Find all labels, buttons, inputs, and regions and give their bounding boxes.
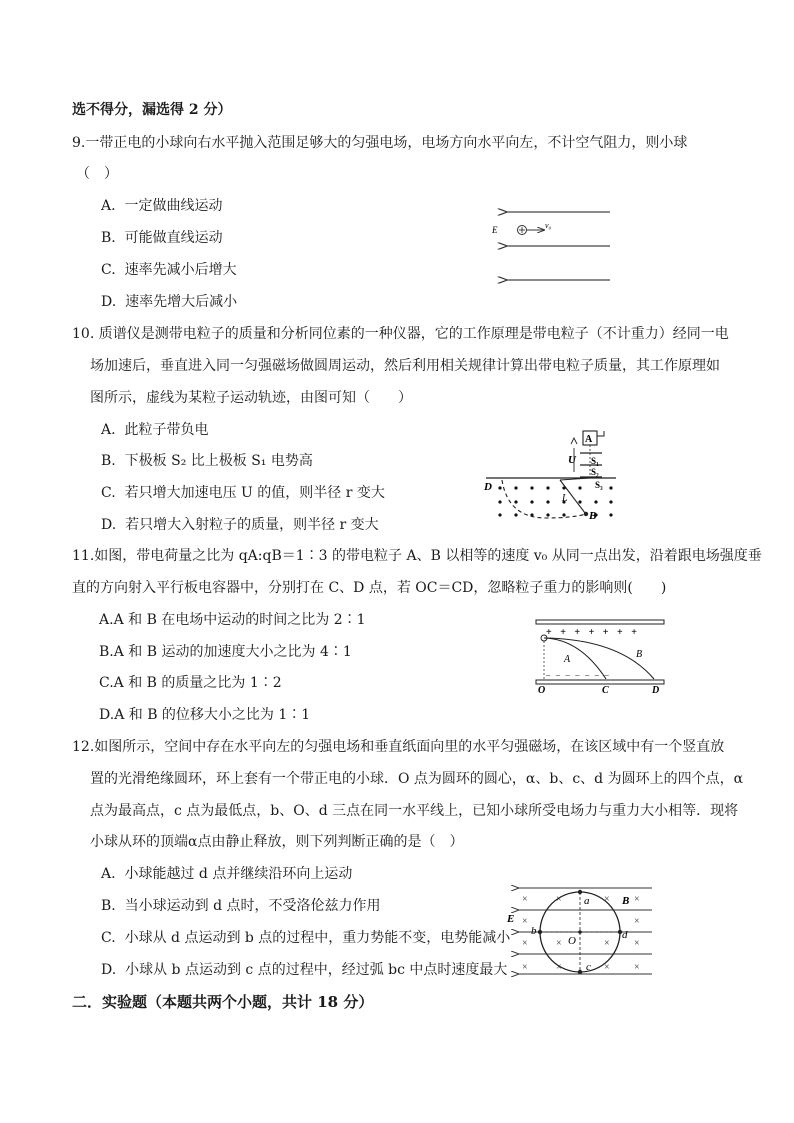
label-s3: S₃ [595,480,603,490]
label-b-field: B [622,895,630,907]
svg-text:×: × [522,916,528,927]
q10-option-d[interactable]: D. 若只增大入射粒子的质量，则半径 r 变大 [101,517,379,533]
svg-text:×: × [522,894,528,905]
svg-text:×: × [634,894,640,905]
header-note: 选不得分，漏选得 2 分） [72,102,232,118]
particle-trajectory [502,480,586,518]
svg-text:×: × [604,894,610,905]
point-a-dot [578,890,582,894]
minus-signs: ─ ─ ─ ─ ─ ─ ─ [546,673,611,679]
center-dot [578,930,582,934]
q9-option-b[interactable]: B. 可能做直线运动 [101,230,223,246]
q12-stem-line-3: 点为最高点，c 点为最低点，b、O、d 三点在同一水平线上，已知小球所受电场力与重力大小相等．现将 [90,803,739,819]
point-b-dot [538,930,542,934]
lower-plate [536,680,664,684]
svg-text:×: × [604,962,610,973]
q11-capacitor-diagram [530,617,670,695]
section-title: 二．实验题（本题共两个小题，共计 18 分） [72,993,374,1011]
svg-text:×: × [556,938,562,949]
q9-option-d[interactable]: D. 速率先增大后减小 [101,294,238,310]
label-o: O [538,685,546,695]
q12-stem-line-1: 12.如图所示，空间中存在水平向左的匀强电场和垂直纸面向里的水平匀强磁场，在该区域中有一个竖直放 [72,739,725,755]
q10-mass-spectrometer-diagram [480,426,618,522]
point-c-dot [578,970,582,974]
svg-text:×: × [556,894,562,905]
label-d: D [652,685,660,695]
label-d: d [622,929,628,941]
plus-signs: + + + + + + + [546,627,640,638]
label-a: A [585,434,593,445]
label-b: b [531,925,537,937]
upper-plate [536,620,664,624]
q9-stem: 9.一带正电的小球向右水平抛入范围足够大的匀强电场，电场方向水平向左，不计空气阻力，则小球 [72,135,688,151]
q11-stem-line-2: 直的方向射入平行板电容器中，分别打在 C、D 点，若 OC＝CD，忽略粒子重力的影响则( ) [72,580,667,596]
label-s2: S₂ [591,467,599,477]
label-u: U [568,454,576,466]
q10-option-c[interactable]: C. 若只增大加速电压 U 的值，则半径 r 变大 [101,485,385,501]
label-c: C [602,685,609,695]
label-l: L [562,493,568,504]
q12-option-a[interactable]: A. 小球能越过 d 点并继续沿环向上运动 [101,866,353,882]
velocity-label: v₀ [545,221,552,230]
label-a: A [564,654,571,665]
label-s1: S₁ [591,456,599,466]
label-e: E [507,913,515,925]
label-b: B [636,649,643,660]
q11-option-d[interactable]: D.A 和 B 的位移大小之比为 1∶1 [99,707,311,723]
q10-stem-line-3: 图所示，虚线为某粒子运动轨迹，由图可知（ ） [90,390,412,406]
q10-stem-line-2: 场加速后，垂直进入同一匀强磁场做圆周运动，然后利用相关规律计算出带电粒子质量，其工作原理如 [90,358,720,374]
q11-stem-line-1: 11.如图，带电荷量之比为 qA:qB＝1∶3 的带电粒子 A、B 以相等的速度 v₀ 从同一点出发，沿着跟电场强度垂 [72,548,762,564]
svg-text:×: × [522,938,528,949]
q11-option-a[interactable]: A.A 和 B 在电场中运动的时间之比为 2∶1 [99,612,366,628]
q12-option-d[interactable]: D. 小球从 b 点运动到 c 点的过程中，经过弧 bc 中点时速度最大 [101,962,508,978]
q11-option-c[interactable]: C.A 和 B 的质量之比为 1∶2 [99,675,282,691]
label-b: B [589,510,597,522]
q10-stem-line-1: 10. 质谱仪是测带电粒子的质量和分析同位素的一种仪器，它的工作原理是带电粒子（不计重力）经同一电 [72,326,729,342]
q10-option-a[interactable]: A. 此粒子带负电 [101,422,209,438]
q12-option-c[interactable]: C. 小球从 d 点运动到 b 点的过程中，重力势能不变，电势能减小 [101,930,511,946]
svg-text:×: × [634,938,640,949]
q9-paren: （ ） [76,166,118,182]
q9-field-diagram [486,196,616,296]
svg-text:×: × [556,962,562,973]
q12-stem-line-4: 小球从环的顶端α点由静止释放，则下列判断正确的是（ ） [90,834,464,850]
q10-option-b[interactable]: B. 下极板 S₂ 比上极板 S₁ 电势高 [101,453,313,469]
label-a: a [584,895,590,907]
svg-text:×: × [522,962,528,973]
q9-option-c[interactable]: C. 速率先减小后增大 [101,262,237,278]
label-d: D [484,481,492,493]
svg-text:×: × [634,962,640,973]
q12-stem-line-2: 置的光滑绝缘圆环，环上套有一个带正电的小球．O 点为圆环的圆心，α、b、c、d 为圆环上的四个点，α [90,771,744,787]
q12-ring-diagram [504,882,656,978]
q9-option-a[interactable]: A. 一定做曲线运动 [101,198,223,214]
label-c: c [586,961,591,973]
svg-text:×: × [634,916,640,927]
field-label: E [492,225,498,235]
q11-option-b[interactable]: B.A 和 B 运动的加速度大小之比为 4∶1 [99,644,352,660]
label-o: O [568,935,576,947]
q12-option-b[interactable]: B. 当小球运动到 d 点时，不受洛伦兹力作用 [101,898,381,914]
svg-text:×: × [604,938,610,949]
